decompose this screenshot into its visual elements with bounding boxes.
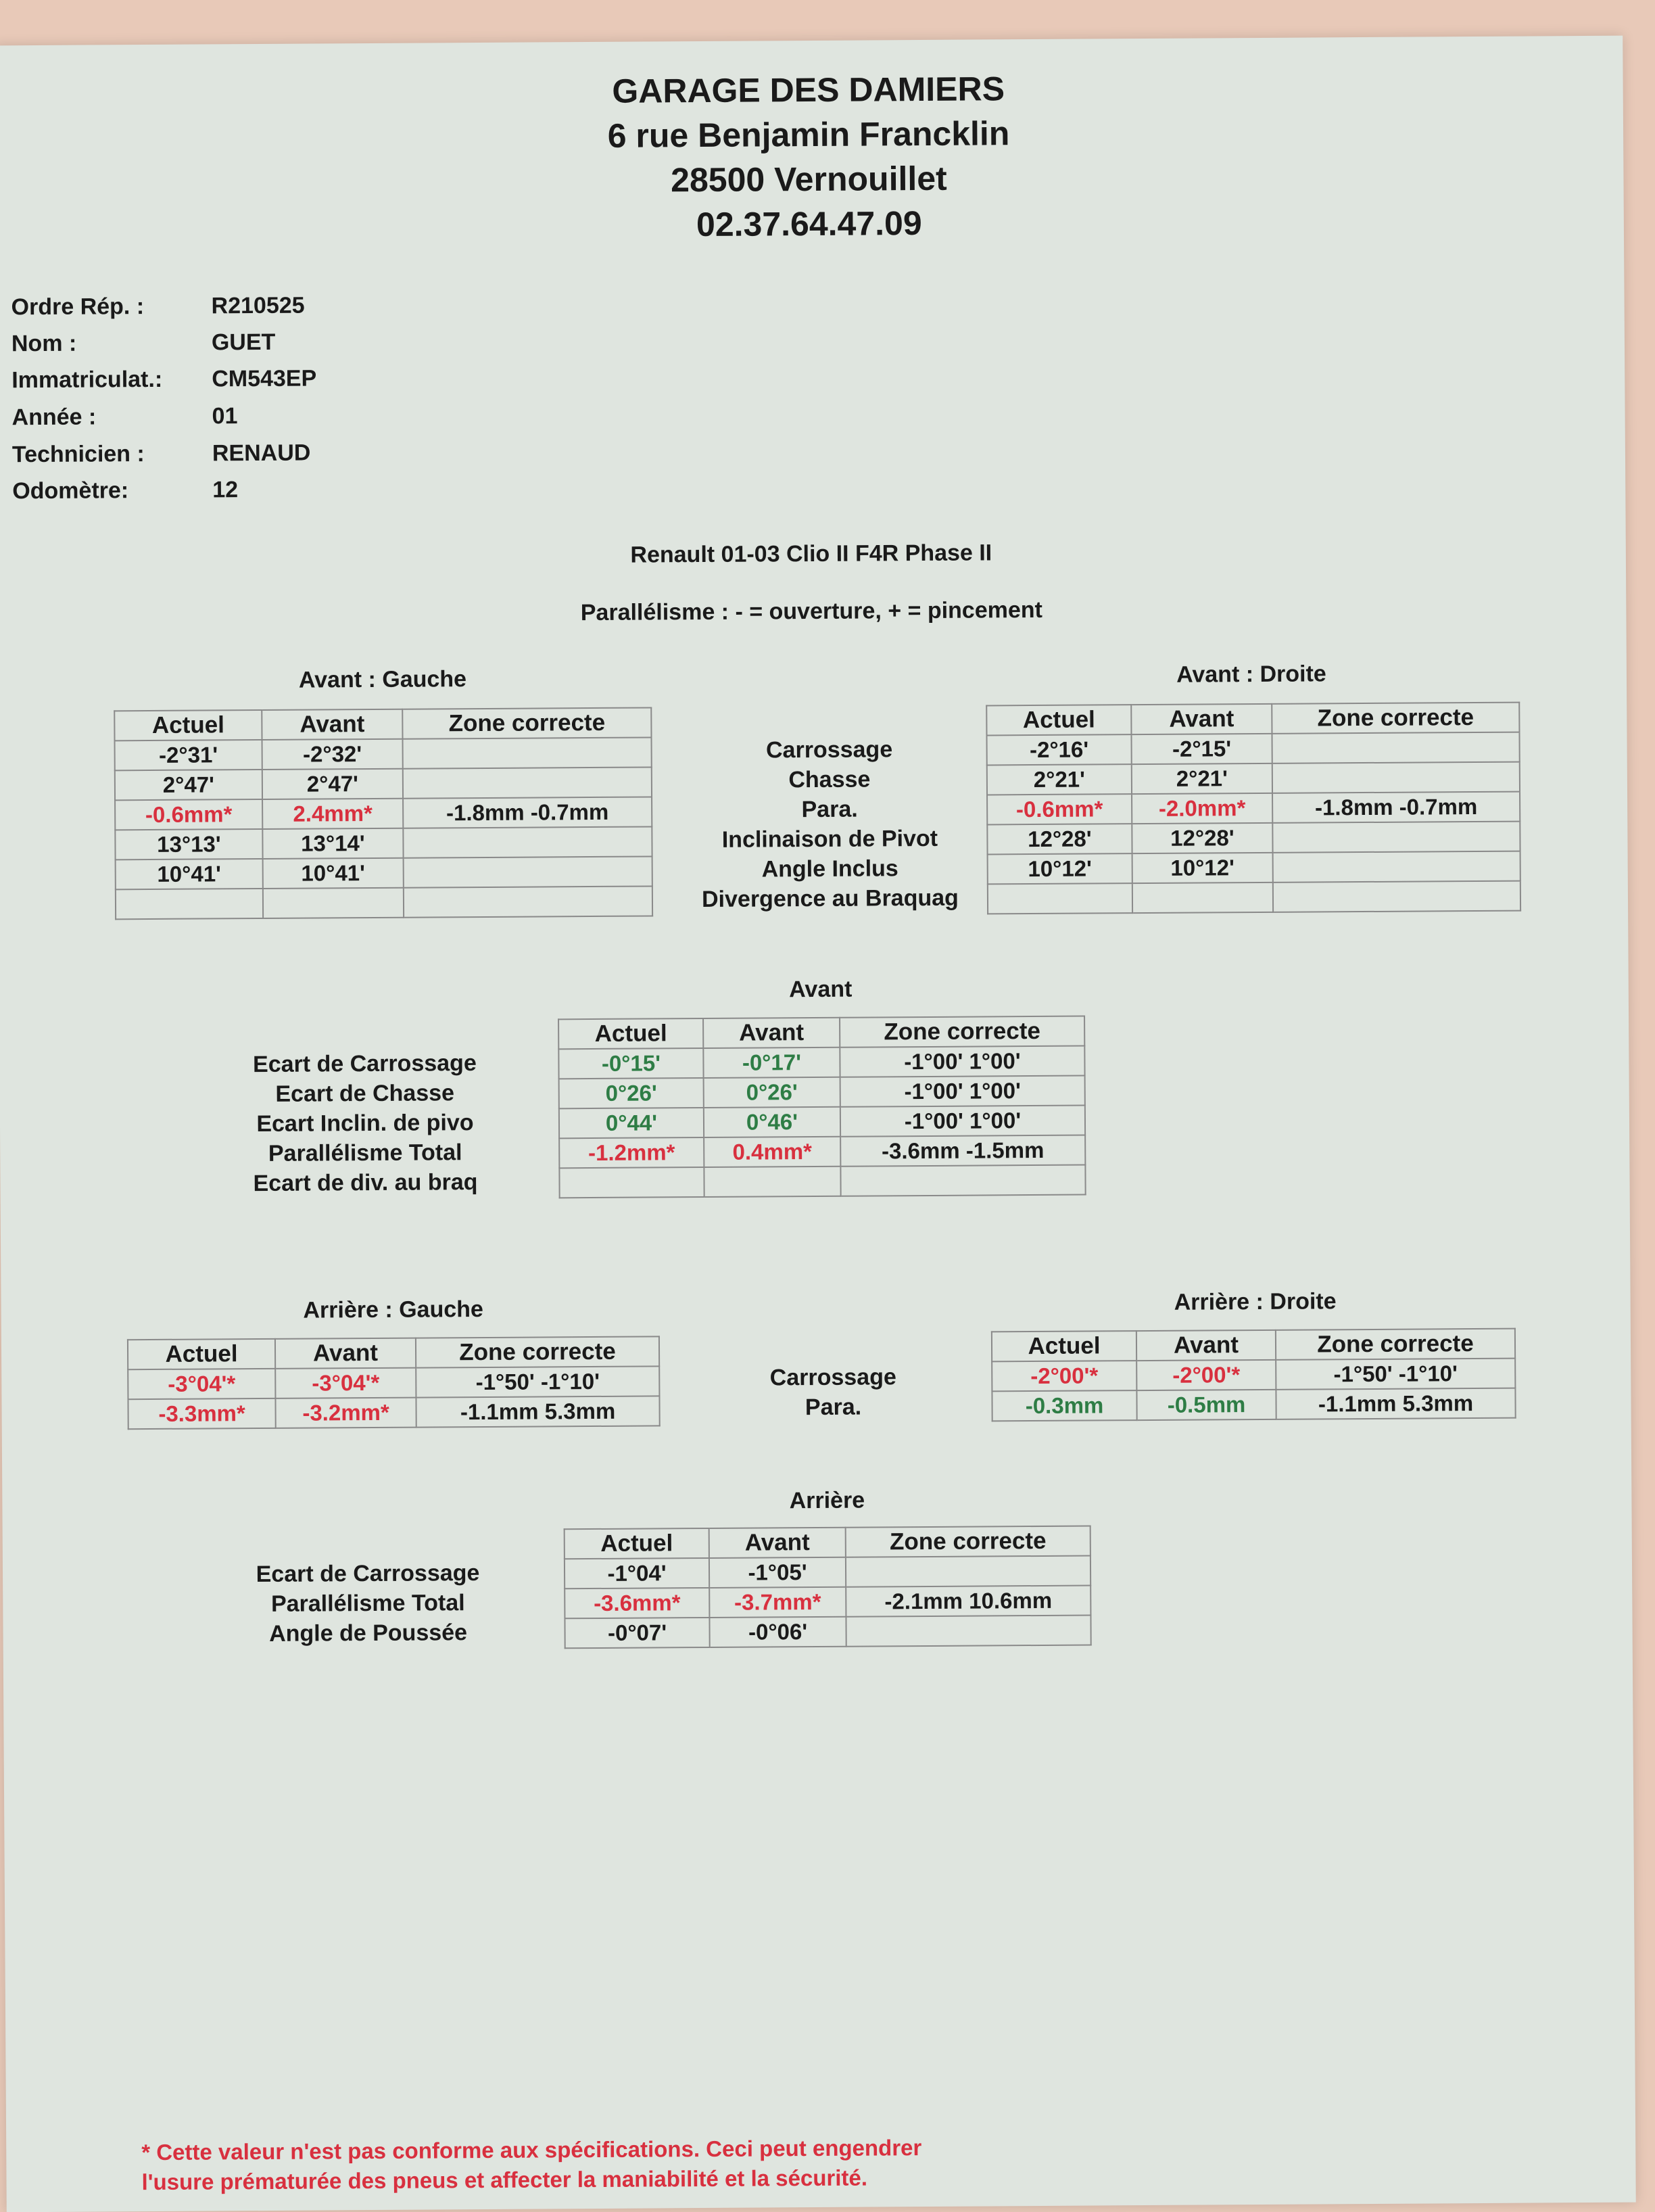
col-actual: Actuel <box>992 1331 1136 1361</box>
cell-zone <box>404 856 652 887</box>
table-row <box>559 1165 1085 1198</box>
cell-actual <box>559 1167 704 1198</box>
rear-label-camber: Carrossage <box>769 1364 896 1391</box>
front-axle-table <box>558 1016 1086 1199</box>
info-value-order: R210525 <box>211 292 305 319</box>
col-zone: Zone correcte <box>840 1016 1084 1048</box>
front-label-caster: Chasse <box>788 766 871 793</box>
rear-right-table <box>991 1328 1516 1422</box>
cell-before: 13°14' <box>262 828 403 859</box>
cell-before: -2°15' <box>1131 734 1272 764</box>
table-row <box>987 822 1520 855</box>
col-actual: Actuel <box>128 1339 275 1369</box>
table-row <box>115 767 652 800</box>
rear-axle-label-camber: Ecart de Carrossage <box>256 1560 480 1588</box>
front-right-title: Avant : Droite <box>1176 661 1326 688</box>
table-row <box>986 732 1519 766</box>
cell-zone <box>403 826 652 857</box>
front-right-table <box>986 702 1521 915</box>
col-before: Avant <box>1136 1330 1276 1361</box>
cell-before: -0°17' <box>703 1048 840 1078</box>
cell-zone <box>1272 732 1519 763</box>
cell-before: -0°06' <box>709 1617 846 1647</box>
rear-left-title: Arrière : Gauche <box>303 1296 483 1323</box>
cell-zone: -1°00' 1°00' <box>840 1106 1085 1137</box>
info-label-odometer: Odomètre: <box>12 477 129 504</box>
cell-zone: -1.8mm -0.7mm <box>403 797 652 828</box>
cell-actual: 13°13' <box>115 829 262 860</box>
front-axle-label-camber: Ecart de Carrossage <box>252 1050 477 1078</box>
cell-actual: -0.6mm* <box>987 794 1132 824</box>
cell-zone: -1°50' -1°10' <box>416 1366 659 1397</box>
cell-zone <box>403 767 652 798</box>
front-axle-label-toe-out-turns: Ecart de div. au braq <box>253 1169 478 1197</box>
col-before: Avant <box>275 1338 416 1369</box>
col-before: Avant <box>709 1528 846 1558</box>
table-row <box>565 1616 1090 1649</box>
cell-actual: -3°04'* <box>128 1369 275 1399</box>
front-label-kpi: Inclinaison de Pivot <box>721 825 938 853</box>
rear-axle-title: Arrière <box>789 1487 865 1514</box>
table-row <box>992 1388 1515 1421</box>
cell-actual: -3.6mm* <box>565 1588 709 1618</box>
front-left-table <box>114 707 653 920</box>
garage-name: GARAGE DES DAMIERS <box>612 70 1005 110</box>
col-before: Avant <box>1131 704 1272 734</box>
cell-zone: -3.6mm -1.5mm <box>840 1135 1085 1167</box>
col-zone: Zone correcte <box>416 1336 659 1367</box>
footnote-line-1: * Cette valeur n'est pas conforme aux spécifications. Ceci peut engendrer <box>141 2135 922 2165</box>
col-actual: Actuel <box>565 1528 709 1559</box>
front-axle-label-kpi: Ecart Inclin. de pivo <box>256 1110 474 1137</box>
front-axle-label-caster: Ecart de Chasse <box>275 1080 455 1107</box>
garage-street: 6 rue Benjamin Francklin <box>607 114 1010 155</box>
cell-before: 0.4mm* <box>704 1137 840 1167</box>
cell-before <box>704 1167 840 1197</box>
garage-city: 28500 Vernouillet <box>671 159 947 199</box>
cell-actual: 10°12' <box>988 853 1132 884</box>
cell-actual <box>116 889 263 919</box>
cell-before <box>263 888 404 918</box>
cell-actual: -2°16' <box>986 734 1131 765</box>
info-label-plate: Immatriculat.: <box>11 366 163 394</box>
info-label-order: Ordre Rép. : <box>11 293 145 321</box>
cell-before: 12°28' <box>1132 823 1272 853</box>
cell-actual: -1°04' <box>565 1558 709 1589</box>
parallelism-note: Parallélisme : - = ouverture, + = pincement <box>580 596 1043 626</box>
cell-before: -2°32' <box>262 739 403 770</box>
cell-actual: -0.3mm <box>992 1390 1136 1421</box>
cell-actual: 12°28' <box>987 824 1132 854</box>
cell-zone: -1.1mm 5.3mm <box>416 1396 659 1427</box>
front-label-toe-out-turns: Divergence au Braquag <box>701 885 959 913</box>
cell-before: 2°47' <box>262 769 403 799</box>
cell-actual: 0°26' <box>559 1078 704 1108</box>
cell-actual: 2°47' <box>115 770 262 800</box>
col-before: Avant <box>703 1018 840 1048</box>
cell-zone: -2.1mm 10.6mm <box>846 1586 1090 1617</box>
table-row <box>559 1076 1085 1109</box>
cell-actual: 10°41' <box>116 859 263 889</box>
cell-actual: -2°31' <box>115 740 262 770</box>
cell-before: 2°21' <box>1132 763 1272 794</box>
table-row <box>987 762 1520 795</box>
col-zone: Zone correcte <box>1272 703 1519 734</box>
front-axle-title: Avant <box>789 976 853 1003</box>
rear-axle-label-thrust-angle: Angle de Poussée <box>269 1620 468 1647</box>
info-label-year: Année : <box>11 404 97 431</box>
info-value-year: 01 <box>212 403 238 429</box>
cell-zone: -1.1mm 5.3mm <box>1276 1388 1515 1419</box>
info-value-technician: RENAUD <box>212 440 311 467</box>
cell-zone: -1°50' -1°10' <box>1276 1359 1515 1390</box>
table-row <box>116 886 652 919</box>
front-axle-label-total-toe: Parallélisme Total <box>268 1139 462 1167</box>
rear-right-title: Arrière : Droite <box>1174 1288 1337 1315</box>
front-left-title: Avant : Gauche <box>298 666 467 693</box>
cell-zone: -1.8mm -0.7mm <box>1272 792 1520 823</box>
cell-actual: -0°07' <box>565 1618 709 1648</box>
cell-before: 10°12' <box>1132 853 1273 883</box>
table-row <box>565 1586 1090 1619</box>
rear-label-toe: Para. <box>805 1394 862 1421</box>
cell-zone: -1°00' 1°00' <box>840 1046 1084 1077</box>
table-row <box>128 1396 659 1429</box>
cell-before: -1°05' <box>709 1557 846 1588</box>
table-row <box>559 1135 1085 1169</box>
table-row <box>115 826 652 860</box>
cell-zone <box>846 1556 1090 1587</box>
table-row <box>115 797 652 830</box>
cell-actual: -0.6mm* <box>115 799 262 830</box>
cell-before: -3.2mm* <box>275 1398 416 1428</box>
cell-before: 2.4mm* <box>262 799 403 829</box>
cell-zone <box>404 886 652 917</box>
col-zone: Zone correcte <box>1276 1329 1515 1360</box>
rear-axle-label-total-toe: Parallélisme Total <box>270 1590 465 1617</box>
cell-before: 10°41' <box>263 858 404 889</box>
cell-before <box>1132 883 1273 913</box>
cell-before: -0.5mm <box>1136 1390 1276 1420</box>
table-row <box>988 881 1520 914</box>
info-value-plate: CM543EP <box>212 365 317 392</box>
col-zone: Zone correcte <box>846 1526 1090 1557</box>
cell-actual: 0°44' <box>559 1108 704 1138</box>
table-row <box>987 792 1520 825</box>
table-row <box>992 1359 1515 1392</box>
cell-zone <box>403 737 652 768</box>
cell-actual <box>988 883 1132 914</box>
info-value-odometer: 12 <box>212 477 239 503</box>
cell-zone <box>1273 851 1520 883</box>
rear-left-table <box>127 1336 661 1430</box>
cell-actual: -3.3mm* <box>128 1398 275 1429</box>
col-actual: Actuel <box>114 710 262 740</box>
footnote-line-2: l'usure prématurée des pneus et affecter la maniabilité et la sécurité. <box>141 2165 868 2195</box>
cell-before: 0°46' <box>704 1107 840 1137</box>
table-row <box>115 737 652 770</box>
cell-actual: -0°15' <box>558 1048 703 1079</box>
cell-before: -2°00'* <box>1136 1360 1276 1390</box>
info-value-name: GUET <box>211 329 276 356</box>
table-row <box>988 851 1520 885</box>
rear-axle-table <box>564 1526 1092 1649</box>
col-zone: Zone correcte <box>402 707 651 738</box>
table-row <box>565 1556 1090 1589</box>
cell-zone <box>846 1616 1090 1647</box>
cell-before: -3.7mm* <box>709 1587 846 1618</box>
table-row <box>116 856 652 889</box>
cell-zone <box>1273 881 1520 912</box>
cell-before: -3°04'* <box>275 1368 416 1398</box>
col-actual: Actuel <box>986 705 1131 735</box>
vehicle-model: Renault 01-03 Clio II F4R Phase II <box>630 540 992 568</box>
cell-zone <box>1272 822 1520 853</box>
info-label-name: Nom : <box>11 330 77 357</box>
cell-zone: -1°00' 1°00' <box>840 1076 1085 1107</box>
cell-actual: -2°00'* <box>992 1361 1136 1391</box>
front-label-toe: Para. <box>801 796 858 823</box>
table-row <box>128 1366 659 1399</box>
cell-actual: 2°21' <box>987 764 1132 795</box>
cell-before: 0°26' <box>704 1077 840 1108</box>
table-row <box>558 1046 1084 1079</box>
cell-zone <box>1272 762 1520 793</box>
cell-actual: -1.2mm* <box>559 1137 704 1168</box>
front-label-included-angle: Angle Inclus <box>761 855 898 883</box>
garage-phone: 02.37.64.47.09 <box>696 204 922 244</box>
col-before: Avant <box>262 709 402 740</box>
cell-zone <box>840 1165 1085 1196</box>
alignment-report-sheet <box>0 36 1636 2212</box>
info-label-technician: Technicien : <box>11 441 145 468</box>
col-actual: Actuel <box>558 1018 703 1049</box>
table-row <box>559 1106 1085 1139</box>
cell-before: -2.0mm* <box>1132 793 1272 824</box>
front-label-camber: Carrossage <box>765 736 893 763</box>
